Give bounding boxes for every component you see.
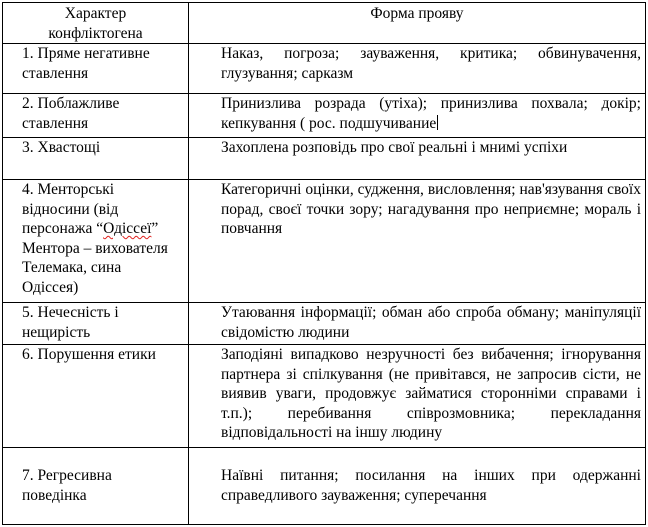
row-text-wrap bbox=[221, 94, 641, 133]
row-label-line: 2. Поблажливе bbox=[22, 95, 120, 112]
table-row bbox=[3, 448, 646, 525]
header-character-line1: Характер bbox=[64, 5, 127, 22]
row-label-line: ставлення bbox=[22, 64, 89, 82]
header-character bbox=[3, 3, 189, 44]
row-text-content: Наказ, погроза; зауваження, критика; обвинувачення, глузування; сарказм bbox=[221, 45, 641, 82]
row-label-misspelled: Одіссеї bbox=[103, 220, 152, 237]
header-form-text: Форма прояву bbox=[370, 5, 464, 22]
row-text bbox=[189, 44, 646, 94]
table-row bbox=[3, 303, 646, 345]
row-text bbox=[189, 303, 646, 345]
row-text-content: Заподіяні випадково незручності без вибачення; ігнорування партнера зі спілкування (не привітався, не запросив сісти, не виявив уваги, продовжує займатися сторонніми справами і т.п.); перебивання співрозмовника; перекладання відповідальності на іншу людину bbox=[221, 346, 641, 441]
table-row bbox=[3, 345, 646, 448]
header-row bbox=[3, 3, 646, 44]
row-text bbox=[189, 345, 646, 448]
row-label-line: 3. Хвастощі bbox=[22, 139, 101, 156]
row-label-line: поведінка bbox=[22, 486, 87, 504]
row-text bbox=[189, 180, 646, 303]
row-label-line: 1. Пряме негативне bbox=[22, 45, 150, 62]
table-row bbox=[3, 180, 646, 303]
row-label bbox=[3, 303, 189, 345]
table-row bbox=[3, 44, 646, 94]
row-text-content: Категоричні оцінки, судження, висловлення; нав'язування своїх порад, своєї точки зору; нагадування про неприємне; мораль і повчання bbox=[221, 181, 641, 237]
table-row bbox=[3, 138, 646, 180]
text-cursor bbox=[437, 115, 438, 130]
row-label-part: ” Ментора – вихователя Телемака, сина Одіссея) bbox=[22, 220, 168, 296]
row-label-line: ставлення bbox=[22, 114, 89, 132]
row-label bbox=[3, 448, 189, 525]
row-label bbox=[3, 138, 189, 180]
row-label bbox=[3, 94, 189, 138]
row-label-line: нещирість bbox=[22, 323, 91, 341]
row-text bbox=[189, 138, 646, 180]
header-form bbox=[189, 3, 646, 44]
row-label-part: 4. Менторські відносини (від персонажа “ bbox=[22, 181, 119, 237]
row-label bbox=[3, 180, 189, 303]
row-label bbox=[3, 345, 189, 448]
row-label bbox=[3, 44, 189, 94]
row-text-content: Утаювання інформації; обман або спроба обману; маніпуляції свідомістю людини bbox=[221, 304, 641, 341]
row-text-content: Принизлива розрада (утіха); принизлива похвала; докір; кепкування ( рос. подшучивание bbox=[221, 95, 641, 132]
table-row bbox=[3, 94, 646, 138]
conflictogen-table bbox=[2, 2, 646, 525]
header-character-line2: конфліктогена bbox=[48, 24, 143, 42]
row-text bbox=[189, 94, 646, 138]
row-text-content: Захоплена розповідь про свої реальні і мнимі успіхи bbox=[221, 139, 568, 156]
row-label-line: 6. Порушення етики bbox=[22, 346, 156, 363]
row-text bbox=[189, 448, 646, 525]
row-label-line: 7. Регресивна bbox=[22, 467, 112, 484]
row-label-line: 5. Нечесність і bbox=[22, 304, 119, 321]
row-text-content: Наївні питання; посилання на інших при одержанні справедливого зауваження; суперечання bbox=[221, 467, 641, 504]
